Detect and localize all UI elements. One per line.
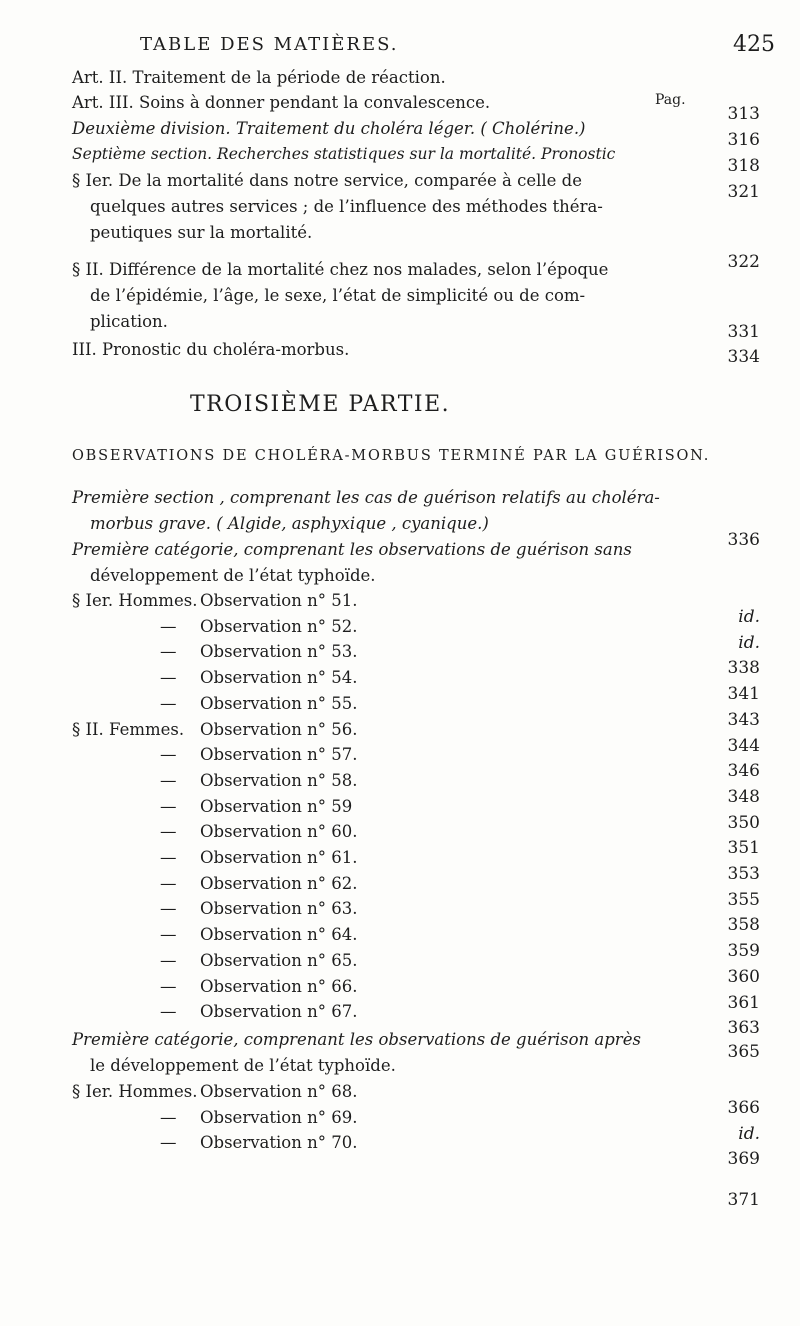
observation-page: 341 (727, 684, 760, 705)
observation-page: 366 (727, 1098, 760, 1118)
observation-page: 351 (727, 838, 760, 859)
toc-line: quelques autres services ; de l’influence des méthodes théra- (90, 197, 603, 216)
observation-page: 344 (727, 735, 760, 756)
toc-page: 371 (727, 1190, 760, 1210)
toc-line: plication. (90, 312, 168, 331)
observation-page: id. (738, 1123, 760, 1144)
observation-page: 346 (727, 761, 760, 782)
observation-label: Observation n° 60. (200, 822, 358, 842)
observation-label: Observation n° 66. (200, 976, 358, 996)
observation-prefix: — (160, 693, 177, 713)
observation-prefix: — (160, 642, 177, 662)
toc-page: 365 (727, 1042, 760, 1062)
observation-label: Observation n° 61. (200, 848, 358, 867)
observation-prefix: — (160, 1107, 177, 1127)
toc-line: III. Pronostic du choléra-morbus. (72, 340, 350, 359)
page-folio: 425 (733, 32, 775, 57)
observation-label: Observation n° 52. (200, 616, 358, 636)
toc-line: développement de l’état typhoïde. (90, 566, 376, 585)
observation-label: Observation n° 67. (200, 1002, 358, 1022)
observation-prefix: — (160, 950, 177, 970)
observation-label: Observation n° 53. (200, 642, 358, 662)
toc-line: Art. II. Traitement de la période de réaction. (72, 68, 446, 87)
toc-page: 321 (727, 182, 760, 202)
toc-page: 318 (727, 156, 760, 176)
observation-label: Observation n° 64. (200, 925, 358, 945)
observation-prefix: — (160, 1133, 177, 1153)
observation-label: Observation n° 58. (200, 770, 358, 790)
observation-prefix: — (160, 1002, 177, 1022)
observation-page: id. (738, 607, 760, 627)
toc-line: § II. Différence de la mortalité chez nos malades, selon l’époque (72, 260, 609, 279)
observation-page: 361 (727, 992, 760, 1013)
toc-line: Art. III. Soins à donner pendant la convalescence. (72, 93, 491, 112)
observation-prefix: — (160, 925, 177, 945)
toc-line: Première catégorie, comprenant les observations de guérison après (72, 1030, 641, 1049)
part-title: TROISIÈME PARTIE. (190, 392, 451, 417)
observation-label: Observation n° 62. (200, 873, 358, 893)
toc-line: peutiques sur la mortalité. (90, 223, 313, 242)
toc-line: de l’épidémie, l’âge, le sexe, l’état de simplicité ou de com- (90, 286, 586, 305)
observation-prefix: — (160, 668, 177, 688)
toc-line: Septième section. Recherches statistiques sur la mortalité. Pronostic (72, 145, 616, 163)
running-header: TABLE DES MATIÈRES. (140, 34, 399, 55)
toc-page: 322 (727, 252, 760, 272)
observation-prefix: § Ier. Hommes. (72, 591, 198, 610)
observation-label: Observation n° 51. (200, 591, 358, 610)
observation-label: Observation n° 65. (200, 950, 358, 970)
toc-line: Première catégorie, comprenant les observations de guérison sans (72, 540, 632, 559)
observation-label: Observation n° 68. (200, 1082, 358, 1101)
toc-page: 313 (727, 104, 760, 124)
observations-title: OBSERVATIONS DE CHOLÉRA-MORBUS TERMINÉ PAR LA GUÉRISON. (72, 448, 711, 464)
pag-label: Pag. (655, 92, 686, 108)
observation-page: 353 (727, 864, 760, 884)
observation-label: Observation n° 56. (200, 719, 358, 739)
observation-prefix: — (160, 848, 177, 867)
toc-page: 334 (727, 347, 760, 367)
toc-line: Deuxième division. Traitement du choléra léger. ( Cholérine.) (72, 119, 586, 138)
toc-line: morbus grave. ( Algide, asphyxique , cyanique.) (90, 514, 489, 533)
observation-page: 355 (727, 889, 760, 910)
toc-page: 316 (727, 130, 760, 150)
observation-prefix: § Ier. Hommes. (72, 1082, 198, 1101)
observation-label: Observation n° 54. (200, 668, 358, 688)
observation-page: 338 (727, 658, 760, 679)
observation-page: 350 (727, 812, 760, 833)
toc-page: 336 (727, 530, 760, 550)
observation-prefix: — (160, 796, 177, 816)
observation-page: 343 (727, 709, 760, 730)
toc-line: Première section , comprenant les cas de guérison relatifs au choléra- (72, 488, 660, 507)
observation-prefix: — (160, 616, 177, 636)
toc-line: § Ier. De la mortalité dans notre service, comparée à celle de (72, 171, 582, 190)
observation-label: Observation n° 69. (200, 1107, 358, 1127)
observation-page: 360 (727, 966, 760, 987)
observation-page: id. (738, 632, 760, 653)
observation-page: 369 (727, 1149, 760, 1170)
observation-label: Observation n° 70. (200, 1133, 358, 1153)
observation-label: Observation n° 55. (200, 693, 358, 713)
toc-line: le développement de l’état typhoïde. (90, 1056, 396, 1075)
toc-page: 331 (727, 322, 760, 342)
observation-prefix: § II. Femmes. (72, 719, 185, 739)
observation-label: Observation n° 63. (200, 899, 358, 919)
observation-prefix: — (160, 770, 177, 790)
observation-page: 363 (727, 1018, 760, 1039)
observation-prefix: — (160, 822, 177, 842)
observation-prefix: — (160, 745, 177, 765)
observation-prefix: — (160, 873, 177, 893)
observation-prefix: — (160, 899, 177, 919)
observation-label: Observation n° 59 (200, 796, 353, 816)
observation-prefix: — (160, 976, 177, 996)
observation-label: Observation n° 57. (200, 745, 358, 765)
observation-page: 359 (727, 941, 760, 962)
observation-page: 358 (727, 915, 760, 936)
observation-page: 348 (727, 786, 760, 807)
